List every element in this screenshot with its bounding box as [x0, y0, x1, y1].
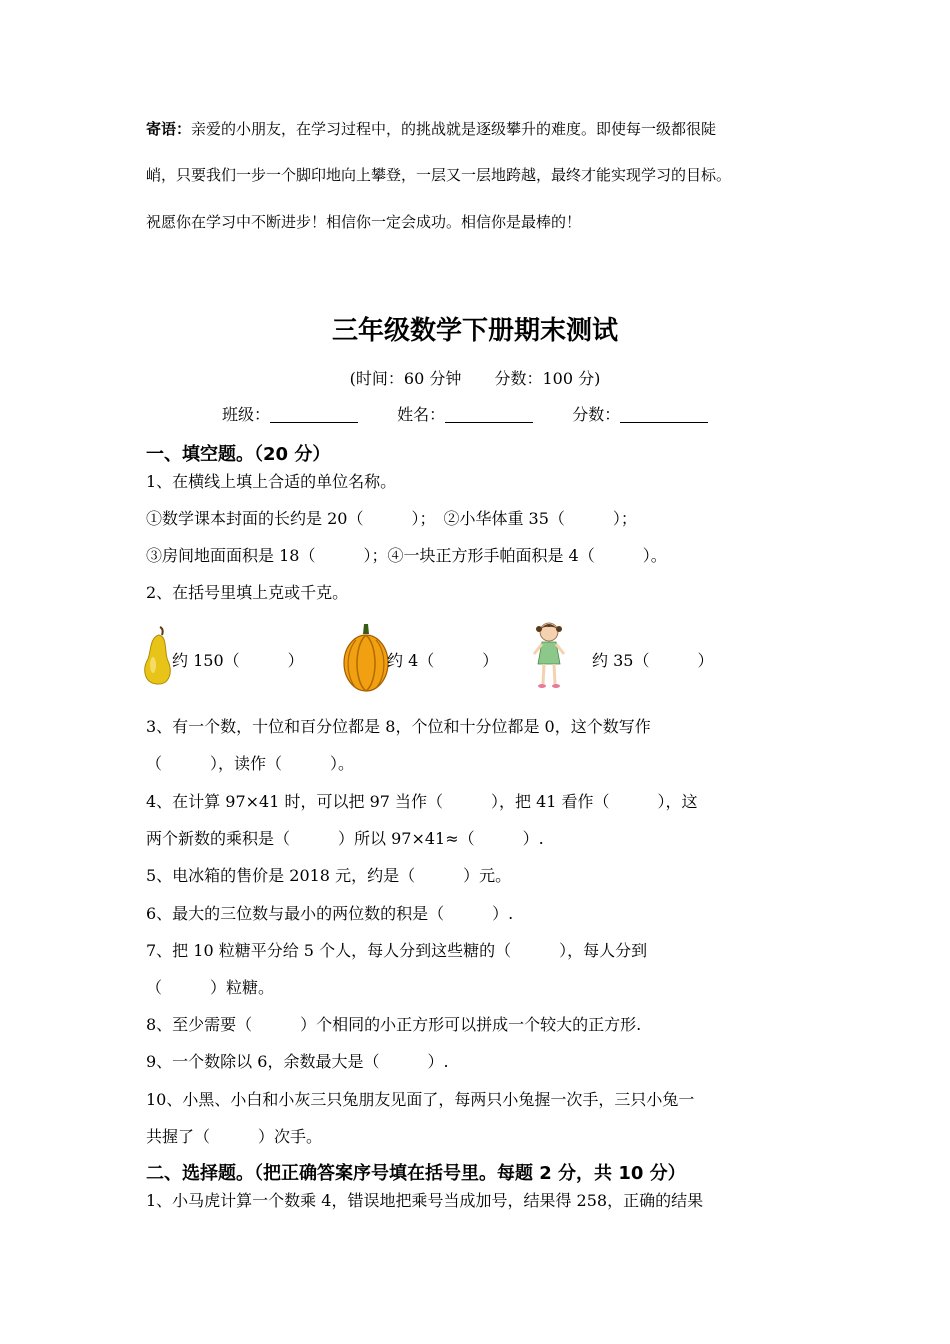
intro-line-3: 祝愿你在学习中不断进步！相信你一定会成功。相信你是最棒的！	[146, 213, 582, 231]
intro-line-1	[146, 118, 716, 139]
points-field[interactable]	[620, 406, 708, 423]
exam-subtitle	[0, 366, 950, 389]
class-label: 班级：	[222, 405, 271, 424]
s1-line: 6、最大的三位数与最小的两位数的积是（ ）.	[146, 904, 514, 923]
page-title: 三年级数学下册期末测试	[331, 316, 618, 346]
q2-item-pear: 约 150（ ）	[172, 651, 304, 670]
s1-line: 8、至少需要（ ）个相同的小正方形可以拼成一个较大的正方形.	[146, 1015, 642, 1034]
s1-line: ①数学课本封面的长约是 20（ ）； ②小华体重 35（ ）；	[146, 509, 637, 528]
s1-line: 10、小黑、小白和小灰三只兔朋友见面了，每两只小兔握一次手，三只小兔一	[146, 1090, 695, 1109]
girl-image	[528, 620, 570, 692]
name-label: 姓名：	[397, 405, 446, 424]
s1-line: 7、把 10 粒糖平分给 5 个人，每人分到这些糖的（ ），每人分到	[146, 941, 648, 960]
s1-line: 1、在横线上填上合适的单位名称。	[146, 472, 397, 491]
q2-item-girl: 约 35（ ）	[592, 651, 714, 670]
s2-line: 1、小马虎计算一个数乘 4，错误地把乘号当成加号，结果得 258，正确的结果	[146, 1191, 704, 1210]
s1-line: 两个新数的乘积是（ ）所以 97×41≈（ ）.	[146, 829, 544, 848]
section2-heading: 二、选择题。（把正确答案序号填在括号里。每题 2 分，共 10 分）	[146, 1163, 686, 1184]
s1-line: 4、在计算 97×41 时，可以把 97 当作（ ），把 41 看作（ ），这	[146, 792, 698, 811]
name-field[interactable]	[445, 406, 533, 423]
pumpkin-image	[342, 620, 390, 692]
intro-line-2: 峭，只要我们一步一个脚印地向上攀登，一层又一层地跨越，最终才能实现学习的目标。	[146, 166, 732, 184]
s1-line: 共握了（ ）次手。	[146, 1127, 323, 1146]
section1-heading: 一、填空题。（20 分）	[146, 444, 331, 465]
student-info	[222, 402, 708, 425]
intro-label: 寄语：	[146, 120, 192, 138]
s1-line: 9、一个数除以 6，余数最大是（ ）.	[146, 1052, 449, 1071]
pear-image	[140, 625, 174, 687]
s1-line: 2、在括号里填上克或千克。	[146, 583, 349, 602]
intro-text-1: 亲爱的小朋友，在学习过程中，的挑战就是逐级攀升的难度。即使每一级都很陡	[191, 120, 717, 138]
score-info: 分数：100 分)	[494, 369, 601, 388]
class-field[interactable]	[270, 406, 358, 423]
s1-line: （ ）粒糖。	[146, 978, 275, 997]
s1-line: ③房间地面面积是 18（ ）；④一块正方形手帕面积是 4（ ）。	[146, 546, 667, 565]
s1-line: 3、有一个数，十位和百分位都是 8，个位和十分位都是 0，这个数写作	[146, 717, 651, 736]
s1-line: （ ），读作（ ）。	[146, 754, 355, 773]
time-info: (时间：60 分钟	[349, 369, 462, 388]
q2-item-pumpkin: 约 4（ ）	[387, 651, 499, 670]
s1-line: 5、电冰箱的售价是 2018 元，约是（ ）元。	[146, 866, 512, 885]
points-label: 分数：	[572, 405, 621, 424]
